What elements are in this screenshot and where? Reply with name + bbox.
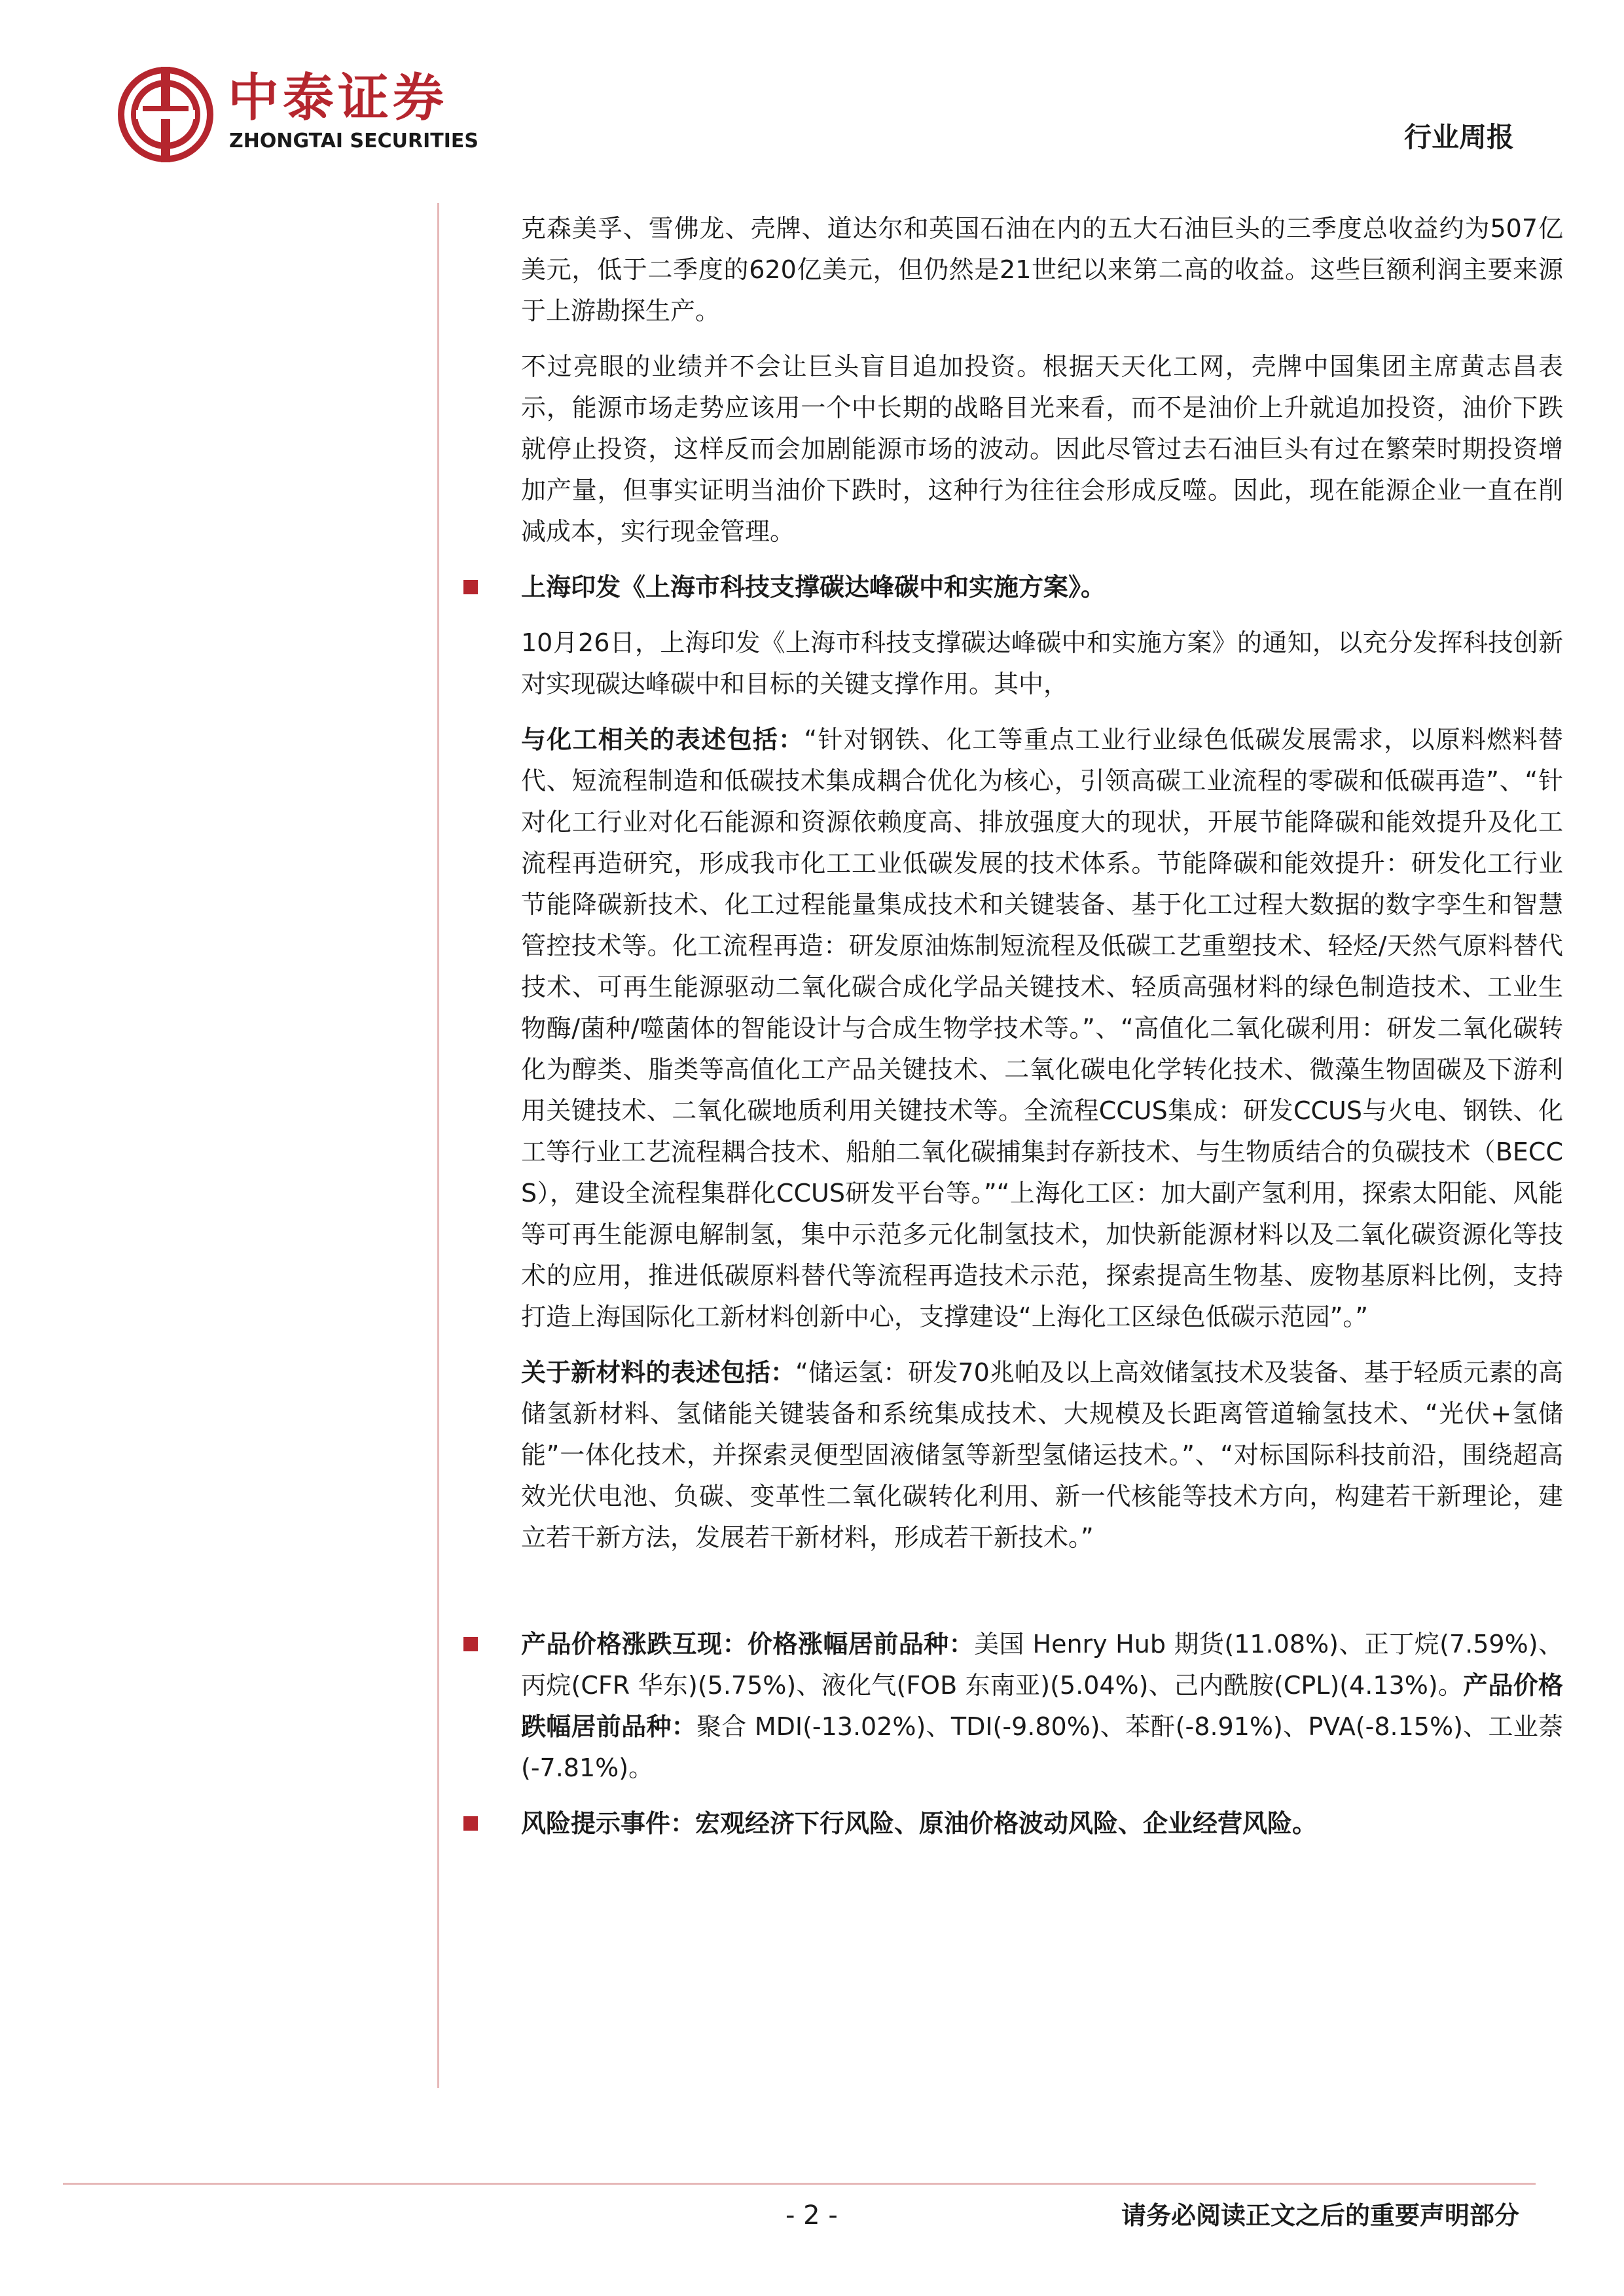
paragraph-new-materials-statements	[521, 1352, 1563, 1558]
page-number: - 2 -	[785, 2200, 838, 2231]
risk-warning-text: 风险提示事件：宏观经济下行风险、原油价格波动风险、企业经营风险。	[521, 1809, 1318, 1838]
price-gainers-lead: 产品价格涨跌互现：价格涨幅居前品种：	[521, 1630, 975, 1659]
price-gainers-text: 美国 Henry Hub 期货(11.08%)、正丁烷(7.59%)、丙烷(CFR 华东)(5.75%)、液化气(FOB 东南亚)(5.04%)、己内酰胺(CPL)(4.13%)。	[521, 1630, 1563, 1700]
bullet-shanghai-plan-title: 上海印发《上海市科技支撑碳达峰碳中和实施方案》。	[521, 573, 1106, 601]
logo-english-name: ZHONGTAI SECURITIES	[229, 130, 478, 152]
bullet-square-icon	[463, 1816, 478, 1831]
section-spacer	[521, 1573, 1563, 1624]
bullet-square-icon	[463, 580, 478, 594]
left-margin-rule	[437, 203, 439, 2088]
bullet-shanghai-plan	[521, 567, 1563, 608]
bullet-square-icon	[463, 1637, 478, 1651]
footer-disclaimer: 请务必阅读正文之后的重要声明部分	[1121, 2201, 1519, 2230]
zhongtai-logo-icon	[117, 65, 215, 164]
company-logo	[117, 65, 483, 164]
paragraph-investment-strategy: 不过亮眼的业绩并不会让巨头盲目追加投资。根据天天化工网，壳牌中国集团主席黄志昌表示，能源市场走势应该用一个中长期的战略目光来看，而不是油价上升就追加投资，油价下跌就停止投资，这样反而会加剧能源市场的波动。因此尽管过去石油巨头有过在繁荣时期投资增加产量，但事实证明当油价下跌时，这种行为往往会形成反噬。因此，现在能源企业一直在削减成本，实行现金管理。	[521, 352, 1563, 546]
footer-divider	[63, 2183, 1536, 2185]
price-losers-lead: 产品价格跌幅居前品种：	[521, 1671, 1563, 1741]
bullet-risk-warning	[521, 1803, 1563, 1844]
logo-chinese-name: 中泰证券	[228, 69, 448, 128]
price-losers-text: 聚合 MDI(-13.02%)、TDI(-9.80%)、苯酐(-8.91%)、PVA(-8.15%)、工业萘(-7.81%)。	[521, 1712, 1563, 1782]
new-materials-text: “储运氢：研发70兆帕及以上高效储氢技术及装备、基于轻质元素的高储氢新材料、氢储能关键装备和系统集成技术、大规模及长距离管道输氢技术、“光伏+氢储能”一体化技术，并探索灵便型固液储氢等新型氢储运技术。”、“对标国际科技前沿，围绕超高效光伏电池、负碳、变革性二氧化碳转化利用、新一代核能等技术方向，构建若干新理论，建立若干新方法，发展若干新材料，形成若干新技术。”	[521, 1358, 1563, 1552]
new-materials-lead: 关于新材料的表述包括：	[521, 1358, 796, 1387]
report-body	[521, 208, 1563, 1859]
paragraph-plan-announcement: 10月26日，上海印发《上海市科技支撑碳达峰碳中和实施方案》的通知，以充分发挥科技创新对实现碳达峰碳中和目标的关键支撑作用。其中，	[521, 628, 1563, 698]
chemical-statements-text: “针对钢铁、化工等重点工业行业绿色低碳发展需求，以原料燃料替代、短流程制造和低碳技术集成耦合优化为核心，引领高碳工业流程的零碳和低碳再造”、“针对化工行业对化石能源和资源依赖度高、排放强度大的现状，开展节能降碳和能效提升及化工流程再造研究，形成我市化工工业低碳发展的技术体系。节能降碳和能效提升：研发化工行业节能降碳新技术、化工过程能量集成技术和关键装备、基于化工过程大数据的数字孪生和智慧管控技术等。化工流程再造：研发原油炼制短流程及低碳工艺重塑技术、轻烃/天然气原料替代技术、可再生能源驱动二氧化碳合成化学品关键技术、轻质高强材料的绿色制造技术、工业生物酶/菌种/噬菌体的智能设计与合成生物学技术等。”、“高值化二氧化碳利用：研发二氧化碳转化为醇类、脂类等高值化工产品关键技术、二氧化碳电化学转化技术、微藻生物固碳及下游利用关键技术、二氧化碳地质利用关键技术等。全流程CCUS集成：研发CCUS与火电、钢铁、化工等行业工艺流程耦合技术、船舶二氧化碳捕集封存新技术、与生物质结合的负碳技术（BECCS），建设全流程集群化CCUS研发平台等。”“上海化工区：加大副产氢利用，探索太阳能、风能等可再生能源电解制氢，集中示范多元化制氢技术，加快新能源材料以及二氧化碳资源化等技术的应用，推进低碳原料替代等流程再造技术示范，探索提高生物基、废物基原料比例，支持打造上海国际化工新材料创新中心，支撑建设“上海化工区绿色低碳示范园”。”	[521, 725, 1563, 1331]
document-type-label: 行业周报	[1403, 121, 1514, 153]
bullet-product-prices	[521, 1624, 1563, 1789]
paragraph-chemical-statements	[521, 719, 1563, 1338]
chemical-statements-lead: 与化工相关的表述包括：	[521, 725, 804, 754]
paragraph-oil-majors-earnings: 克森美孚、雪佛龙、壳牌、道达尔和英国石油在内的五大石油巨头的三季度总收益约为507亿美元，低于二季度的620亿美元，但仍然是21世纪以来第二高的收益。这些巨额利润主要来源于上游勘探生产。	[521, 214, 1563, 325]
